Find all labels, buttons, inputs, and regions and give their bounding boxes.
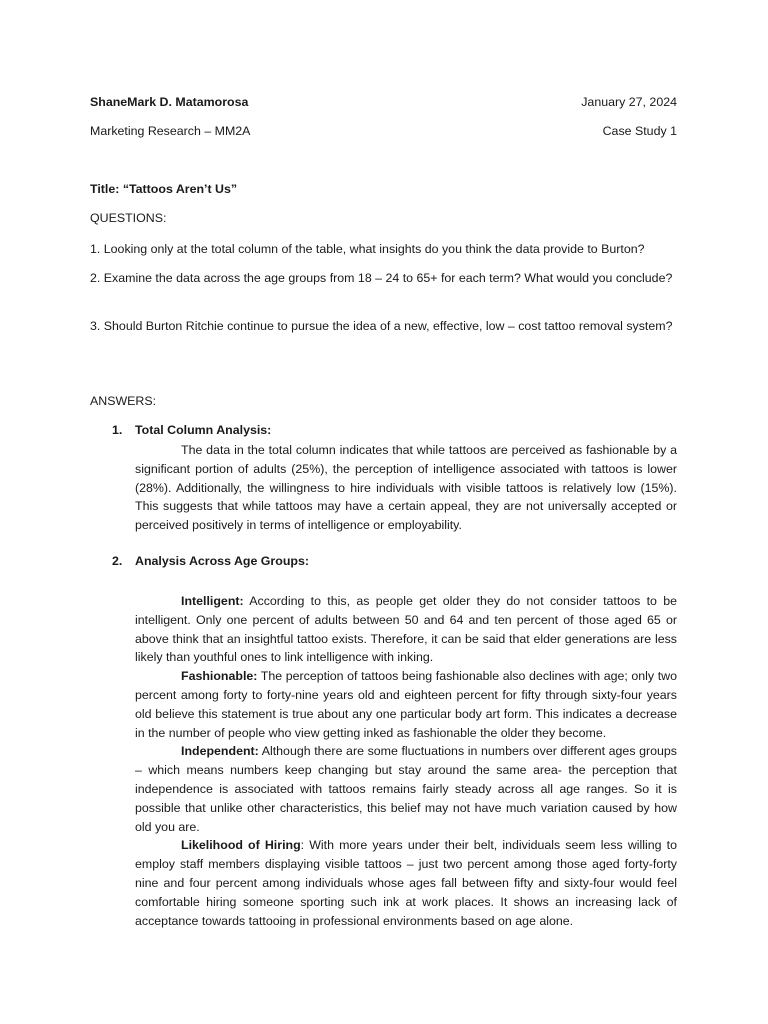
document-date: January 27, 2024 [581, 95, 677, 109]
text-fashionable: The perception of tattoos being fashionable also declines with age; only two percent among forty to forty-nine years old and eighteen percent for fifty through sixty-four years old believe this statement is true about any one particular body art form. This indicates a decrease in the number of people who view getting inked as fashionable the older they become. [135, 669, 677, 740]
answer-2-heading [112, 554, 309, 568]
answer-2-number: 2. [112, 554, 123, 568]
term-independent: Independent: [181, 744, 259, 759]
answer-2-paragraph-hiring [135, 836, 677, 930]
answer-2-paragraph-intelligent [135, 592, 677, 667]
term-fashionable: Fashionable: [181, 669, 258, 684]
answers-heading: ANSWERS: [90, 394, 157, 408]
term-intelligent: Intelligent: [181, 594, 244, 608]
answer-1-number: 1. [112, 423, 123, 437]
document-title: Title: “Tattoos Aren’t Us” [90, 182, 238, 196]
text-hiring: : With more years under their belt, individuals seem less willing to employ staff members displaying visible tattoos – just two percent among those aged forty-forty nine and four percent among individuals whose ages fall between fifty and sixty-four would feel comfortable hiring someone sporting such ink at work places. It shows an increasing lack of acceptance towards tattooing in professional environments based on age alone. [135, 838, 678, 928]
header-row-2 [90, 124, 677, 138]
case-study-label: Case Study 1 [602, 124, 677, 138]
text-independent: Although there are some fluctuations in numbers over different ages groups – which means numbers keep changing but stay around the same area- the perception that independence is associated with tattoos remains fairly steady across all age ranges. So it is possible that unlike other characteristics, this belief may not have much variation caused by how old you are. [135, 744, 677, 834]
question-3: 3. Should Burton Ritchie continue to pursue the idea of a new, effective, low – cost tattoo removal system? [90, 319, 673, 333]
course-name: Marketing Research – MM2A [90, 124, 251, 138]
author-name: ShaneMark D. Matamorosa [90, 95, 249, 109]
answer-2-paragraph-fashionable [135, 667, 677, 742]
answer-1-title: Total Column Analysis: [135, 423, 272, 437]
questions-heading: QUESTIONS: [90, 211, 167, 225]
answer-2-body [135, 592, 677, 930]
question-2: 2. Examine the data across the age groups from 18 – 24 to 65+ for each term? What would you conclude? [90, 271, 673, 285]
header-row-1 [90, 95, 677, 109]
answer-1-heading [112, 423, 271, 437]
answer-1-body [135, 441, 677, 535]
answer-1-text: The data in the total column indicates that while tattoos are perceived as fashionable by a significant portion of adults (25%), the perception of intelligence associated with tattoos is lower (28%). Additionally, the willingness to hire individuals with visible tattoos is relatively low (15%). This suggests that while tattoos may have a certain appeal, they are not universally accepted or perceived positively in terms of intelligence or employability. [135, 443, 677, 533]
question-1: 1. Looking only at the total column of the table, what insights do you think the data provide to Burton? [90, 242, 645, 256]
term-hiring: Likelihood of Hiring [181, 838, 301, 853]
answer-2-title: Analysis Across Age Groups: [135, 554, 309, 568]
text-intelligent: According to this, as people get older they do not consider tattoos to be intelligent. Only one percent of adults between 50 and 64 and ten percent of those aged 65 or above think that an insightful tattoo exists. Therefore, it can be said that elder generations are less likely than youthful ones to link intelligence with inking. [135, 594, 677, 665]
answer-2-paragraph-independent [135, 742, 677, 836]
